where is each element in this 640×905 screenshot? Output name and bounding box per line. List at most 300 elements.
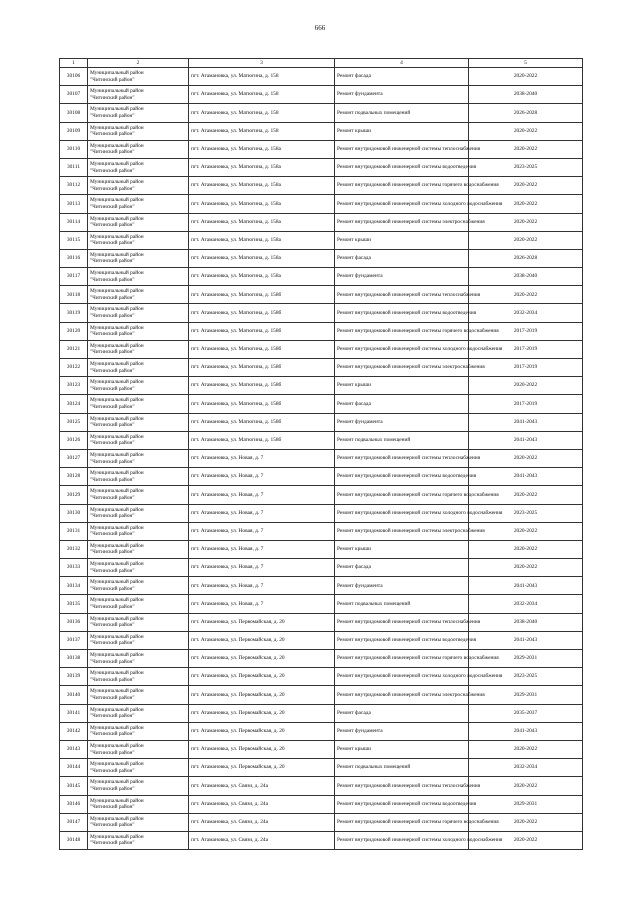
- municipality-type: Муниципальный район: [90, 70, 144, 76]
- municipality-name: "Читинский район": [90, 76, 135, 83]
- address-cell: пгт. Атаманoвка, ул. Матюгина, д. 158б: [189, 304, 335, 322]
- work-type-cell: Ремонт фундамента: [335, 413, 469, 431]
- table-row: [60, 213, 583, 231]
- row-number: 30113: [60, 195, 88, 213]
- work-type-cell: Ремонт внутридомовой инженерной системы электроснабжения: [335, 213, 469, 231]
- table-row: [60, 504, 583, 522]
- table-row: [60, 740, 583, 758]
- municipality-name: "Читинский район": [90, 513, 135, 520]
- row-number: 30142: [60, 722, 88, 740]
- municipality-name: "Читинский район": [90, 440, 135, 447]
- address-cell: пгт. Атаманoвка, ул. Матюгина, д. 158б: [189, 322, 335, 340]
- table-row: [60, 449, 583, 467]
- municipality-name: "Читинский район": [90, 203, 135, 210]
- period-cell: 2020-2022: [469, 213, 583, 231]
- period-cell: 2041-2043: [469, 722, 583, 740]
- municipality-cell: [88, 431, 189, 449]
- table-row: [60, 104, 583, 122]
- period-cell: 2020-2022: [469, 68, 583, 86]
- period-cell: 2041-2043: [469, 577, 583, 595]
- work-type-cell: Ремонт внутридомовой инженерной системы теплоснабжения: [335, 777, 469, 795]
- municipality-cell: [88, 540, 189, 558]
- municipality-name: "Читинский район": [90, 494, 135, 501]
- work-type-cell: Ремонт крыши: [335, 231, 469, 249]
- address-cell: пгт. Атаманoвка, ул. Новая, д. 7: [189, 522, 335, 540]
- municipality-name: "Читинский район": [90, 403, 135, 410]
- column-header-period: 5: [469, 59, 583, 68]
- municipality-name: "Читинский район": [90, 112, 135, 119]
- municipality-type: Муниципальный район: [90, 779, 144, 786]
- table-row: [60, 413, 583, 431]
- municipality-cell: [88, 631, 189, 649]
- period-cell: 2032-2034: [469, 595, 583, 613]
- row-number: 30115: [60, 231, 88, 249]
- municipality-cell: [88, 359, 189, 377]
- row-number: 30108: [60, 104, 88, 122]
- address-cell: пгт. Атаманoвка, ул. Новая, д. 7: [189, 449, 335, 467]
- municipality-cell: [88, 740, 189, 758]
- address-cell: пгт. Атаманoвка, ул. Матюгина, д. 158б: [189, 377, 335, 395]
- municipality-cell: [88, 504, 189, 522]
- table-row: [60, 195, 583, 213]
- table-row: [60, 831, 583, 849]
- work-type-cell: Ремонт внутридомовой инженерной системы электроснабжения: [335, 686, 469, 704]
- work-type-cell: Ремонт фундамента: [335, 577, 469, 595]
- municipality-type: Муниципальный район: [90, 761, 144, 768]
- address-cell: пгт. Атаманoвка, ул. Матюгина, д. 158а: [189, 268, 335, 286]
- table-row: [60, 668, 583, 686]
- municipality-name: "Читинский район": [90, 585, 135, 592]
- address-cell: пгт. Атаманoвка, ул. Первомайская, д. 20: [189, 704, 335, 722]
- period-cell: 2020-2022: [469, 122, 583, 140]
- work-type-cell: Ремонт внутридомовой инженерной системы горячего водоснабжения: [335, 813, 469, 831]
- period-cell: 2032-2034: [469, 759, 583, 777]
- address-cell: пгт. Атаманoвка, ул. Матюгина, д. 158б: [189, 413, 335, 431]
- work-type-cell: Ремонт внутридомовой инженерной системы холодного водоснабжения: [335, 504, 469, 522]
- period-cell: 2029-2031: [469, 650, 583, 668]
- address-cell: пгт. Атаманoвка, ул. Новая, д. 7: [189, 504, 335, 522]
- municipality-name: "Читинский район": [90, 476, 135, 483]
- row-number: 30118: [60, 286, 88, 304]
- municipality-name: "Читинский район": [90, 385, 135, 392]
- municipality-cell: [88, 759, 189, 777]
- table-row: [60, 340, 583, 358]
- table-row: [60, 686, 583, 704]
- work-type-cell: Ремонт фундамента: [335, 268, 469, 286]
- municipality-type: Муниципальный район: [90, 88, 144, 95]
- municipality-name: "Читинский район": [90, 349, 135, 356]
- period-cell: 2023-2025: [469, 504, 583, 522]
- municipality-name: "Читинский район": [90, 276, 135, 283]
- period-cell: 2020-2022: [469, 813, 583, 831]
- table-row: [60, 140, 583, 158]
- work-type-cell: Ремонт крыши: [335, 740, 469, 758]
- table-row: [60, 795, 583, 813]
- municipality-type: Муниципальный район: [90, 652, 144, 658]
- municipality-type: Муниципальный район: [90, 433, 144, 440]
- municipality-type: Муниципальный район: [90, 361, 144, 367]
- municipality-cell: [88, 813, 189, 831]
- municipality-type: Муниципальный район: [90, 270, 144, 277]
- municipality-type: Муниципальный район: [90, 397, 144, 404]
- address-cell: пгт. Атаманoвка, ул. Матюгина, д. 158: [189, 104, 335, 122]
- municipality-type: Муниципальный район: [90, 688, 144, 695]
- work-type-cell: Ремонт внутридомовой инженерной системы холодного водоснабжения: [335, 340, 469, 358]
- municipality-cell: [88, 304, 189, 322]
- municipality-cell: [88, 704, 189, 722]
- period-cell: 2017-2019: [469, 359, 583, 377]
- row-number: 30111: [60, 158, 88, 176]
- period-cell: 2038-2040: [469, 86, 583, 104]
- row-number: 30109: [60, 122, 88, 140]
- address-cell: пгт. Атаманoвка, ул. Новая, д. 7: [189, 468, 335, 486]
- period-cell: 2041-2043: [469, 413, 583, 431]
- table-row: [60, 68, 583, 86]
- address-cell: пгт. Атаманoвка, ул. Матюгина, д. 158а: [189, 177, 335, 195]
- municipality-name: "Читинский район": [90, 785, 135, 792]
- address-cell: пгт. Атаманoвка, ул. Новая, д. 7: [189, 577, 335, 595]
- row-number: 30143: [60, 740, 88, 758]
- table-row: [60, 777, 583, 795]
- municipality-name: "Читинский район": [90, 567, 135, 574]
- row-number: 30106: [60, 68, 88, 86]
- municipality-cell: [88, 413, 189, 431]
- municipality-name: "Читинский район": [90, 840, 135, 847]
- municipality-name: "Читинский район": [90, 713, 135, 720]
- work-type-cell: Ремонт фасада: [335, 249, 469, 267]
- municipality-type: Муниципальный район: [90, 542, 144, 549]
- row-number: 30124: [60, 395, 88, 413]
- work-type-cell: Ремонт фасада: [335, 68, 469, 86]
- municipality-cell: [88, 722, 189, 740]
- municipality-name: "Читинский район": [90, 804, 135, 811]
- municipality-cell: [88, 104, 189, 122]
- municipality-cell: [88, 595, 189, 613]
- work-type-cell: Ремонт внутридомовой инженерной системы водоотведения: [335, 304, 469, 322]
- work-type-cell: Ремонт подвальных помещений: [335, 759, 469, 777]
- row-number: 30147: [60, 813, 88, 831]
- table-row: [60, 377, 583, 395]
- period-cell: 2026-2028: [469, 249, 583, 267]
- municipality-name: "Читинский район": [90, 767, 135, 774]
- period-cell: 2023-2025: [469, 668, 583, 686]
- municipality-name: "Читинский район": [90, 604, 135, 611]
- row-number: 30129: [60, 486, 88, 504]
- period-cell: 2020-2022: [469, 831, 583, 849]
- period-cell: 2029-2031: [469, 795, 583, 813]
- period-cell: 2020-2022: [469, 540, 583, 558]
- work-type-cell: Ремонт подвальных помещений: [335, 104, 469, 122]
- row-number: 30112: [60, 177, 88, 195]
- municipality-type: Муниципальный район: [90, 797, 144, 804]
- municipality-name: "Читинский район": [90, 94, 135, 101]
- municipality-cell: [88, 195, 189, 213]
- row-number: 30146: [60, 795, 88, 813]
- table-row: [60, 431, 583, 449]
- municipality-name: "Читинский район": [90, 240, 135, 247]
- municipality-name: "Читинский район": [90, 258, 135, 265]
- work-type-cell: Ремонт крыши: [335, 122, 469, 140]
- address-cell: пгт. Атаманoвка, ул. Первомайская, д. 20: [189, 613, 335, 631]
- municipality-name: "Читинский район": [90, 676, 135, 683]
- municipality-type: Муниципальный район: [90, 579, 144, 586]
- municipality-type: Муниципальный район: [90, 379, 144, 386]
- municipality-name: "Читинский район": [90, 367, 135, 374]
- municipality-type: Муниципальный район: [90, 288, 144, 295]
- municipality-type: Муниципальный район: [90, 233, 144, 240]
- row-number: 30130: [60, 504, 88, 522]
- table-row: [60, 759, 583, 777]
- municipality-type: Муниципальный район: [90, 415, 144, 422]
- municipality-type: Муниципальный район: [90, 179, 144, 186]
- address-cell: пгт. Атаманoвка, ул. Первомайская, д. 20: [189, 759, 335, 777]
- address-cell: пгт. Атаманoвка, ул. Связи, д. 24а: [189, 795, 335, 813]
- table-row: [60, 468, 583, 486]
- address-cell: пгт. Атаманoвка, ул. Первомайская, д. 20: [189, 650, 335, 668]
- table-row: [60, 268, 583, 286]
- municipality-type: Муниципальный район: [90, 306, 144, 313]
- row-number: 30123: [60, 377, 88, 395]
- row-number: 30139: [60, 668, 88, 686]
- municipality-type: Муниципальный район: [90, 724, 144, 731]
- table-row: [60, 486, 583, 504]
- municipality-name: "Читинский район": [90, 422, 135, 429]
- table-row: [60, 395, 583, 413]
- table-row: [60, 577, 583, 595]
- municipality-cell: [88, 377, 189, 395]
- row-number: 30148: [60, 831, 88, 849]
- period-cell: 2020-2022: [469, 740, 583, 758]
- work-type-cell: Ремонт внутридомовой инженерной системы водоотведения: [335, 795, 469, 813]
- address-cell: пгт. Атаманoвка, ул. Матюгина, д. 158а: [189, 231, 335, 249]
- period-cell: 2041-2043: [469, 431, 583, 449]
- address-cell: пгт. Атаманoвка, ул. Связи, д. 24а: [189, 831, 335, 849]
- municipality-cell: [88, 831, 189, 849]
- municipality-type: Муниципальный район: [90, 524, 144, 531]
- municipality-cell: [88, 395, 189, 413]
- municipality-type: Муниципальный район: [90, 615, 144, 622]
- municipality-cell: [88, 122, 189, 140]
- period-cell: 2020-2022: [469, 177, 583, 195]
- municipality-cell: [88, 158, 189, 176]
- municipality-type: Муниципальный район: [90, 124, 144, 131]
- municipality-cell: [88, 449, 189, 467]
- work-type-cell: Ремонт внутридомовой инженерной системы холодного водоснабжения: [335, 831, 469, 849]
- municipality-type: Муниципальный район: [90, 706, 144, 713]
- period-cell: 2029-2031: [469, 686, 583, 704]
- period-cell: 2038-2040: [469, 268, 583, 286]
- municipality-type: Муниципальный район: [90, 561, 144, 568]
- municipality-type: Муниципальный район: [90, 815, 144, 822]
- municipality-cell: [88, 686, 189, 704]
- row-number: 30135: [60, 595, 88, 613]
- address-cell: пгт. Атаманoвка, ул. Матюгина, д. 158а: [189, 158, 335, 176]
- municipality-name: "Читинский район": [90, 749, 135, 756]
- work-type-cell: Ремонт внутридомовой инженерной системы теплоснабжения: [335, 613, 469, 631]
- period-cell: 2020-2022: [469, 777, 583, 795]
- row-number: 30116: [60, 249, 88, 267]
- municipality-type: Муниципальный район: [90, 670, 144, 677]
- work-type-cell: Ремонт подвальных помещений: [335, 595, 469, 613]
- municipality-name: "Читинский район": [90, 149, 135, 156]
- column-header-number: 1: [60, 59, 88, 68]
- row-number: 30117: [60, 268, 88, 286]
- column-header-address: 3: [189, 59, 335, 68]
- table-row: [60, 559, 583, 577]
- table-row: [60, 158, 583, 176]
- period-cell: 2035-2037: [469, 704, 583, 722]
- municipality-cell: [88, 577, 189, 595]
- row-number: 30144: [60, 759, 88, 777]
- period-cell: 2032-2034: [469, 304, 583, 322]
- period-cell: 2038-2040: [469, 613, 583, 631]
- work-type-cell: Ремонт внутридомовой инженерной системы горячего водоснабжения: [335, 486, 469, 504]
- row-number: 30140: [60, 686, 88, 704]
- address-cell: пгт. Атаманoвка, ул. Матюгина, д. 158: [189, 68, 335, 86]
- address-cell: пгт. Атаманoвка, ул. Новая, д. 7: [189, 559, 335, 577]
- period-cell: 2020-2022: [469, 231, 583, 249]
- row-number: 30119: [60, 304, 88, 322]
- municipality-cell: [88, 486, 189, 504]
- work-type-cell: Ремонт внутридомовой инженерной системы теплоснабжения: [335, 286, 469, 304]
- municipality-name: "Читинский район": [90, 640, 135, 647]
- address-cell: пгт. Атаманoвка, ул. Первомайская, д. 20: [189, 631, 335, 649]
- work-type-cell: Ремонт внутридомовой инженерной системы водоотведения: [335, 631, 469, 649]
- address-cell: пгт. Атаманoвка, ул. Матюгина, д. 158б: [189, 340, 335, 358]
- municipality-cell: [88, 340, 189, 358]
- municipality-cell: [88, 650, 189, 668]
- municipality-name: "Читинский район": [90, 294, 135, 301]
- municipality-cell: [88, 86, 189, 104]
- work-type-cell: Ремонт фасада: [335, 704, 469, 722]
- period-cell: 2020-2022: [469, 559, 583, 577]
- municipality-type: Муниципальный район: [90, 215, 144, 222]
- municipality-name: "Читинский район": [90, 458, 135, 465]
- period-cell: 2017-2019: [469, 340, 583, 358]
- municipality-type: Муниципальный район: [90, 451, 144, 458]
- municipality-name: "Читинский район": [90, 658, 135, 665]
- municipality-name: "Читинский район": [90, 694, 135, 701]
- address-cell: пгт. Атаманoвка, ул. Матюгина, д. 158б: [189, 431, 335, 449]
- municipality-cell: [88, 322, 189, 340]
- municipality-type: Муниципальный район: [90, 324, 144, 331]
- address-cell: пгт. Атаманoвка, ул. Первомайская, д. 20: [189, 740, 335, 758]
- address-cell: пгт. Атаманoвка, ул. Матюгина, д. 158а: [189, 213, 335, 231]
- period-cell: 2023-2025: [469, 158, 583, 176]
- municipality-name: "Читинский район": [90, 549, 135, 556]
- row-number: 30121: [60, 340, 88, 358]
- row-number: 30120: [60, 322, 88, 340]
- registry-table: [59, 58, 583, 850]
- work-type-cell: Ремонт внутридомовой инженерной системы горячего водоснабжения: [335, 177, 469, 195]
- table-row: [60, 813, 583, 831]
- municipality-cell: [88, 613, 189, 631]
- period-cell: 2020-2022: [469, 522, 583, 540]
- work-type-cell: Ремонт крыши: [335, 540, 469, 558]
- municipality-type: Муниципальный район: [90, 342, 144, 349]
- row-number: 30122: [60, 359, 88, 377]
- work-type-cell: Ремонт крыши: [335, 377, 469, 395]
- table-row: [60, 286, 583, 304]
- municipality-cell: [88, 522, 189, 540]
- table-row: [60, 249, 583, 267]
- period-cell: 2020-2022: [469, 195, 583, 213]
- row-number: 30136: [60, 613, 88, 631]
- table-row: [60, 631, 583, 649]
- municipality-name: "Читинский район": [90, 531, 135, 538]
- municipality-cell: [88, 286, 189, 304]
- work-type-cell: Ремонт подвальных помещений: [335, 431, 469, 449]
- period-cell: 2020-2022: [469, 486, 583, 504]
- municipality-cell: [88, 213, 189, 231]
- municipality-name: "Читинский район": [90, 185, 135, 192]
- municipality-cell: [88, 268, 189, 286]
- work-type-cell: Ремонт внутридомовой инженерной системы холодного водоснабжения: [335, 668, 469, 686]
- municipality-cell: [88, 668, 189, 686]
- column-header-municipality: 2: [88, 59, 189, 68]
- address-cell: пгт. Атаманoвка, ул. Новая, д. 7: [189, 486, 335, 504]
- row-number: 30127: [60, 449, 88, 467]
- work-type-cell: Ремонт внутридомовой инженерной системы горячего водоснабжения: [335, 650, 469, 668]
- period-cell: 2017-2019: [469, 322, 583, 340]
- work-type-cell: Ремонт фасада: [335, 395, 469, 413]
- municipality-name: "Читинский район": [90, 822, 135, 829]
- table-body: [60, 68, 583, 850]
- work-type-cell: Ремонт внутридомовой инженерной системы электроснабжения: [335, 522, 469, 540]
- column-header-work-type: 4: [335, 59, 469, 68]
- municipality-type: Муниципальный район: [90, 488, 144, 495]
- row-number: 30107: [60, 86, 88, 104]
- table-row: [60, 231, 583, 249]
- address-cell: пгт. Атаманoвка, ул. Новая, д. 7: [189, 595, 335, 613]
- period-cell: 2041-2043: [469, 468, 583, 486]
- work-type-cell: Ремонт фундамента: [335, 86, 469, 104]
- municipality-name: "Читинский район": [90, 131, 135, 138]
- address-cell: пгт. Атаманoвка, ул. Матюгина, д. 158б: [189, 359, 335, 377]
- row-number: 30126: [60, 431, 88, 449]
- municipality-cell: [88, 177, 189, 195]
- address-cell: пгт. Атаманoвка, ул. Матюгина, д. 158а: [189, 140, 335, 158]
- work-type-cell: Ремонт фундамента: [335, 722, 469, 740]
- municipality-type: Муниципальный район: [90, 470, 144, 477]
- address-cell: пгт. Атаманoвка, ул. Матюгина, д. 158б: [189, 395, 335, 413]
- municipality-type: Муниципальный район: [90, 633, 144, 640]
- table-row: [60, 359, 583, 377]
- period-cell: 2020-2022: [469, 286, 583, 304]
- row-number: 30138: [60, 650, 88, 668]
- municipality-type: Муниципальный район: [90, 506, 144, 513]
- row-number: 30134: [60, 577, 88, 595]
- row-number: 30114: [60, 213, 88, 231]
- municipality-type: Муниципальный район: [90, 160, 144, 167]
- municipality-cell: [88, 795, 189, 813]
- municipality-type: Муниципальный район: [90, 251, 144, 258]
- row-number: 30110: [60, 140, 88, 158]
- address-cell: пгт. Атаманoвка, ул. Первомайская, д. 20: [189, 668, 335, 686]
- row-number: 30133: [60, 559, 88, 577]
- municipality-name: "Читинский район": [90, 222, 135, 229]
- row-number: 30145: [60, 777, 88, 795]
- table-row: [60, 86, 583, 104]
- period-cell: 2041-2043: [469, 631, 583, 649]
- table-row: [60, 595, 583, 613]
- row-number: 30131: [60, 522, 88, 540]
- table-row: [60, 704, 583, 722]
- municipality-type: Муниципальный район: [90, 197, 144, 204]
- table-row: [60, 522, 583, 540]
- municipality-cell: [88, 68, 189, 86]
- work-type-cell: Ремонт фасада: [335, 559, 469, 577]
